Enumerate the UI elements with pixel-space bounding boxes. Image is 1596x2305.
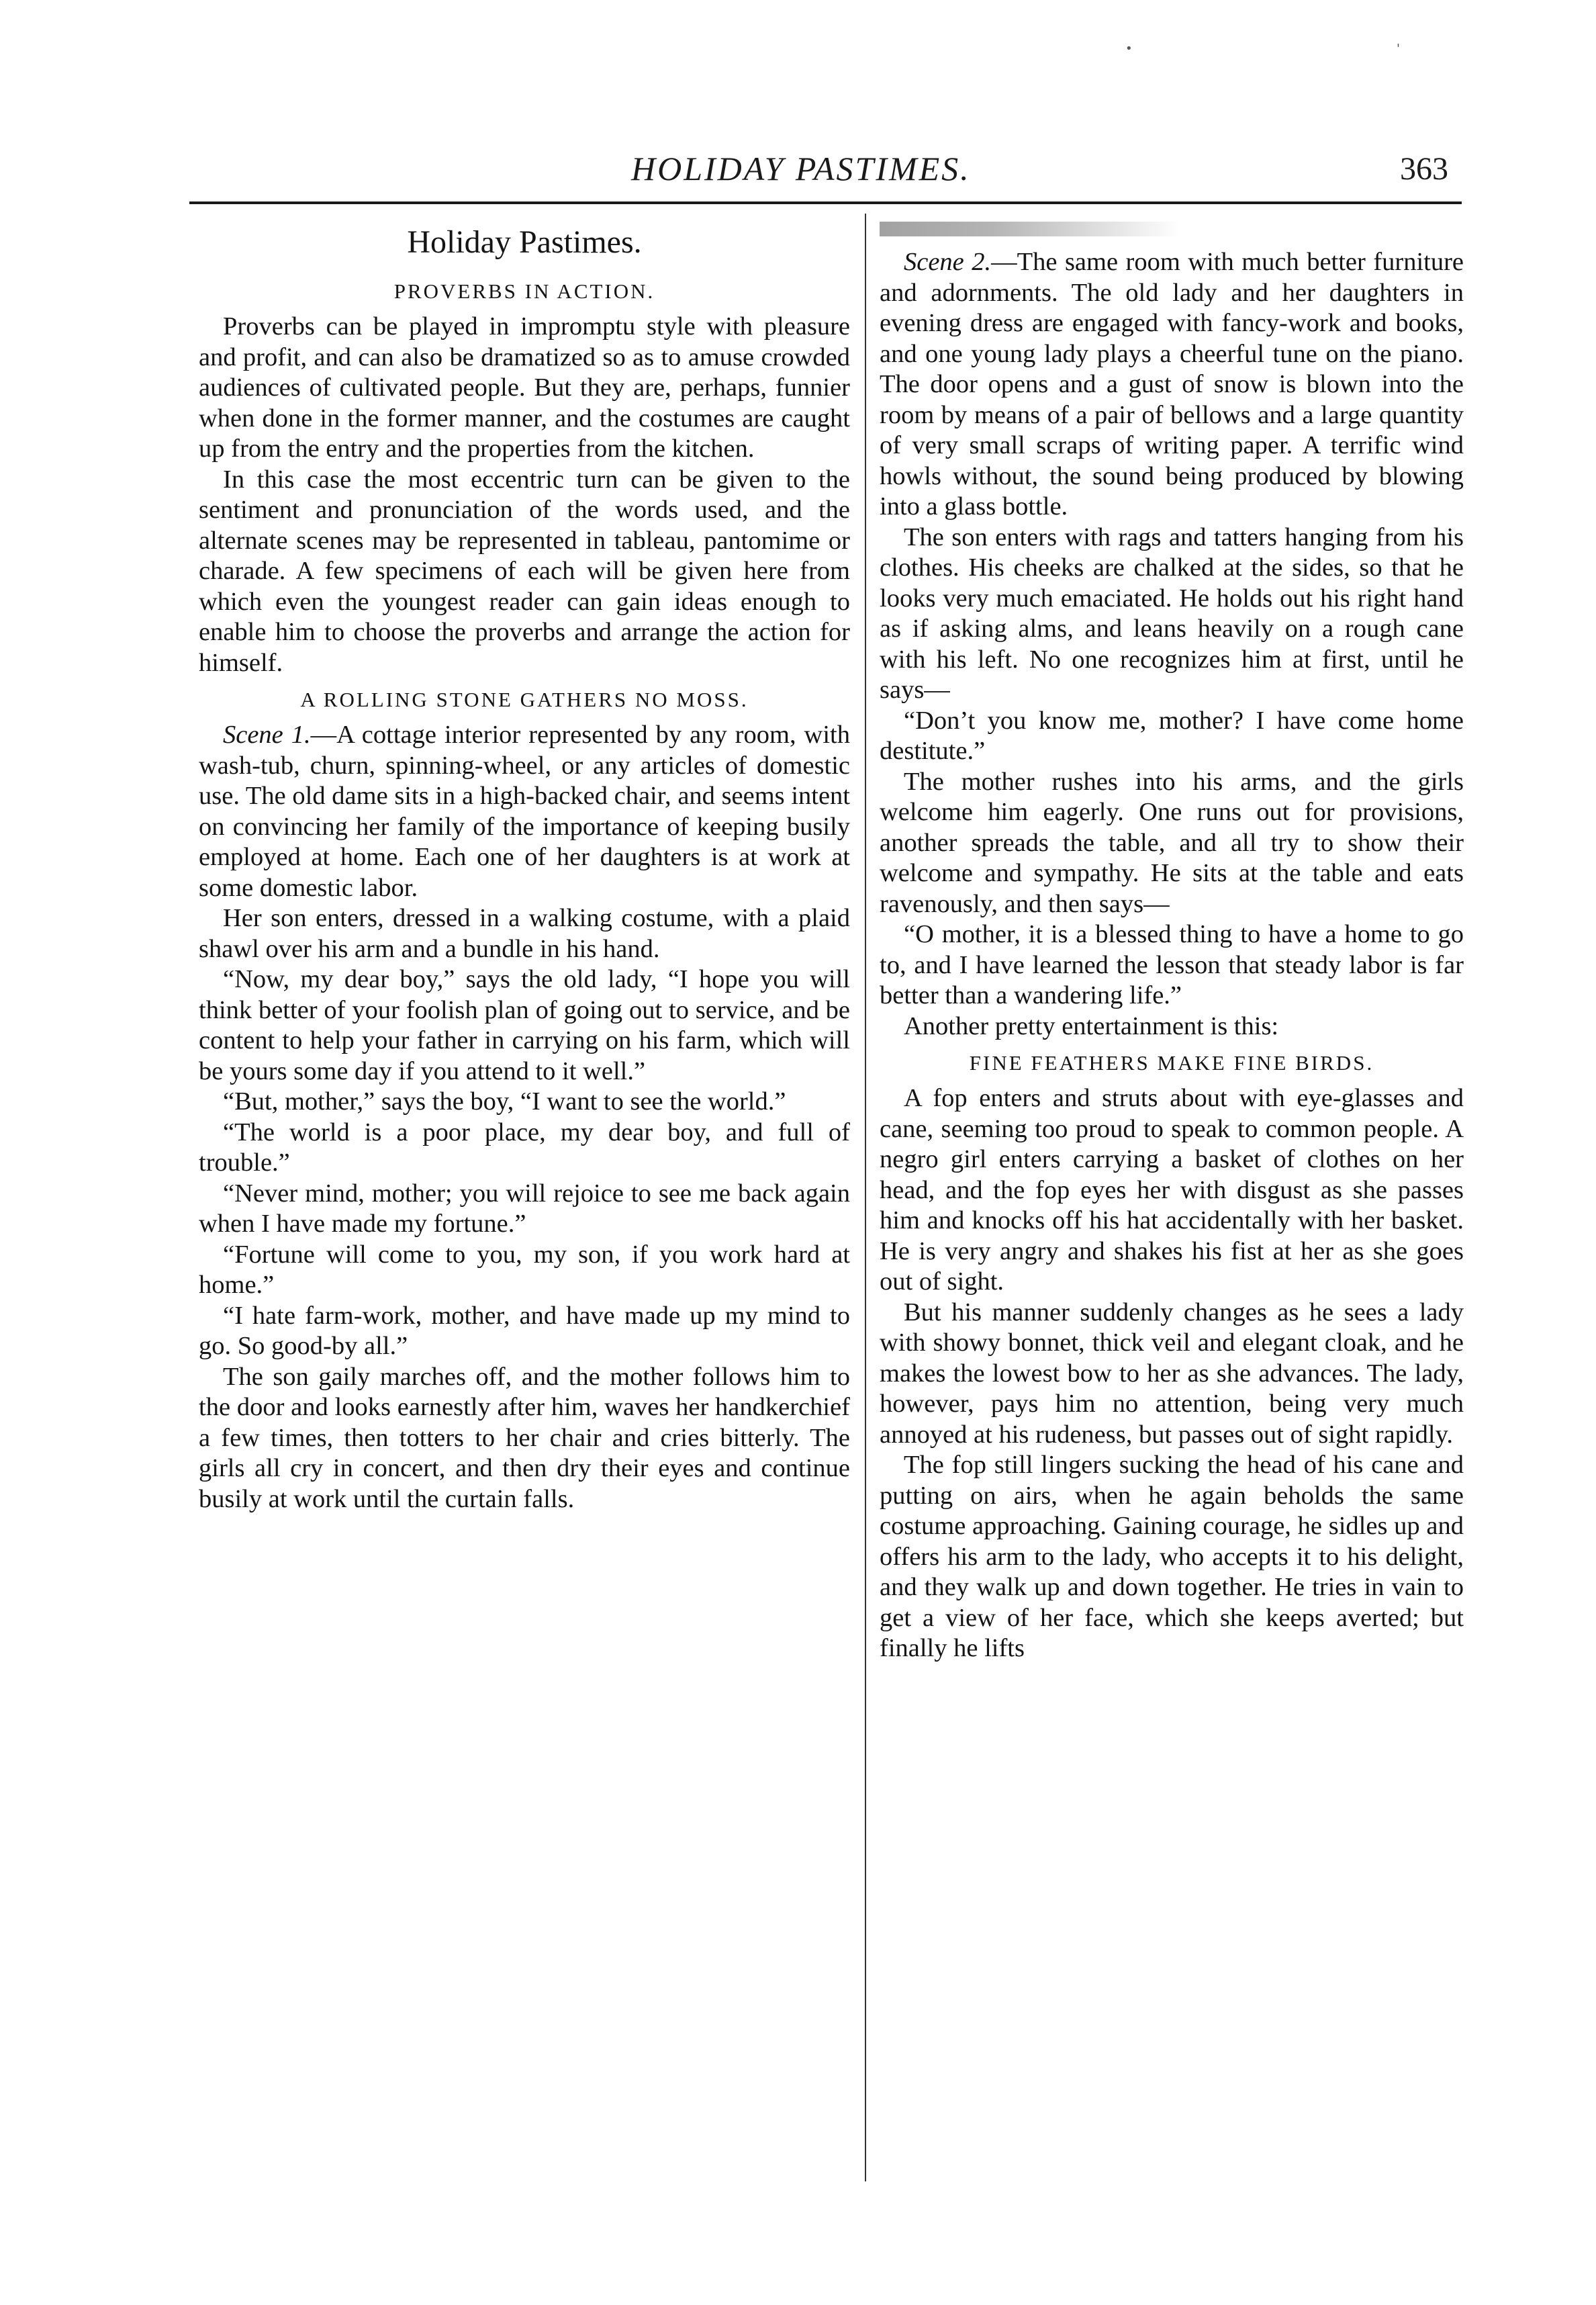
paragraph: Proverbs can be played in impromptu style with pleasure and profit, and can also be dramatized so as to amuse crowded audiences of cultivated people. But they are, perhaps, funnier when done in the former manner, and the costumes are caught up from the entry and the properties from the kitchen. xyxy=(199,312,850,463)
article-title: Holiday Pastimes. xyxy=(407,224,642,260)
paragraph: A fop enters and struts about with eye-glasses and cane, seeming too proud to speak to common people. A negro girl enters carrying a basket of clothes on her head, and the fop eyes her with disgust as she passes him and knocks off his hat accidentally with her basket. He is very angry and shakes his fist at her as she goes out of sight. xyxy=(880,1084,1464,1296)
page-number: 363 xyxy=(1400,151,1448,187)
paragraph: Another pretty entertainment is this: xyxy=(904,1011,1279,1040)
paragraph: “Don’t you know me, mother? I have come home destitute.” xyxy=(880,706,1464,765)
paragraph: “Fortune will come to you, my son, if you work hard at home.” xyxy=(199,1240,850,1299)
header-rule xyxy=(189,201,1462,204)
section-heading: PROVERBS IN ACTION. xyxy=(393,279,655,303)
paragraph: The fop still lingers sucking the head of his cane and putting on airs, when he again beholds the same costume approaching. Gaining courage, he sidles up and offers his arm to the lady, who accepts it to his delight, and they walk up and down together. He tries in vain to get a view of her face, which she keeps averted; but finally he lifts xyxy=(880,1451,1464,1662)
paragraph: Her son enters, dressed in a walking costume, with a plaid shawl over his arm and a bundle in his hand. xyxy=(199,904,850,963)
paragraph: “The world is a poor place, my dear boy, and full of trouble.” xyxy=(199,1118,850,1177)
section-heading: A ROLLING STONE GATHERS NO MOSS. xyxy=(300,688,749,711)
running-head xyxy=(0,149,1596,196)
paragraph: The son enters with rags and tatters hanging from his clothes. His cheeks are chalked at the sides, so that he looks very much emaciated. He holds out his right hand as if asking alms, and leans heavily on a rough cane with his left. No one recognizes him at first, until he says— xyxy=(880,523,1464,704)
scene-text: —The same room with much better furniture and adornments. The old lady and her daughters in evening dress are engaged with fancy-work and books, and one young lady plays a cheerful tune on the piano. The door opens and a gust of snow is blown into the room by means of a pair of bellows and a large quantity of very small scraps of writing paper. A terrific wind howls without, the sound being produced by blowing into a glass bottle. xyxy=(880,248,1464,521)
paragraph: “I hate farm-work, mother, and have made up my mind to go. So good-by all.” xyxy=(199,1301,850,1360)
scene-label: Scene 2. xyxy=(904,248,992,276)
scene-label: Scene 1. xyxy=(223,721,311,749)
print-smudge xyxy=(880,222,1256,236)
paragraph: “But, mother,” says the boy, “I want to see the world.” xyxy=(223,1087,786,1116)
scan-mark: ' xyxy=(1397,42,1400,56)
section-heading: FINE FEATHERS MAKE FINE BIRDS. xyxy=(969,1051,1374,1075)
paragraph: “Never mind, mother; you will rejoice to see me back again when I have made my fortune.” xyxy=(199,1179,850,1238)
paragraph: In this case the most eccentric turn can be given to the sentiment and pronunciation of the words used, and the alternate scenes may be represented in tableau, pantomime or charade. A few specimens of each will be given here from which even the youngest reader can gain ideas enough to enable him to choose the proverbs and arrange the action for himself. xyxy=(199,465,850,677)
scan-mark: • xyxy=(1125,42,1133,56)
right-column xyxy=(880,222,1464,1664)
paragraph: “O mother, it is a blessed thing to have a home to go to, and I have learned the lesson that steady labor is far better than a wandering life.” xyxy=(880,920,1464,1009)
paragraph: The son gaily marches off, and the mother follows him to the door and looks earnestly after him, waves her handkerchief a few times, then totters to her chair and cries bitterly. The girls all cry in concert, and then dry their eyes and continue busily at work until the curtain falls. xyxy=(199,1362,850,1513)
paragraph: The mother rushes into his arms, and the girls welcome him eagerly. One runs out for provisions, another spreads the table, and all try to show their welcome and sympathy. He sits at the table and eats ravenously, and then says— xyxy=(880,767,1464,918)
scene-paragraph xyxy=(880,247,1464,523)
scene-paragraph xyxy=(199,720,850,903)
running-title: HOLIDAY PASTIMES. xyxy=(631,150,971,187)
paragraph: “Now, my dear boy,” says the old lady, “I hope you will think better of your foolish plan of going out to service, and be content to help your father in carrying on his farm, which will be yours some day if you attend to it well.” xyxy=(199,965,850,1085)
scene-text: —A cottage interior represented by any room, with wash-tub, churn, spinning-wheel, or any articles of domestic use. The old dame sits in a high-backed chair, and seems intent on convincing her family of the importance of keeping busily employed at home. Each one of her daughters is at work at some domestic labor. xyxy=(199,721,850,902)
column-divider xyxy=(865,214,866,2181)
paragraph: But his manner suddenly changes as he sees a lady with showy bonnet, thick veil and elegant cloak, and he makes the lowest bow to her as she advances. The lady, however, pays him no attention, being very much annoyed at his rudeness, but passes out of sight rapidly. xyxy=(880,1298,1464,1449)
left-column xyxy=(199,222,850,1515)
